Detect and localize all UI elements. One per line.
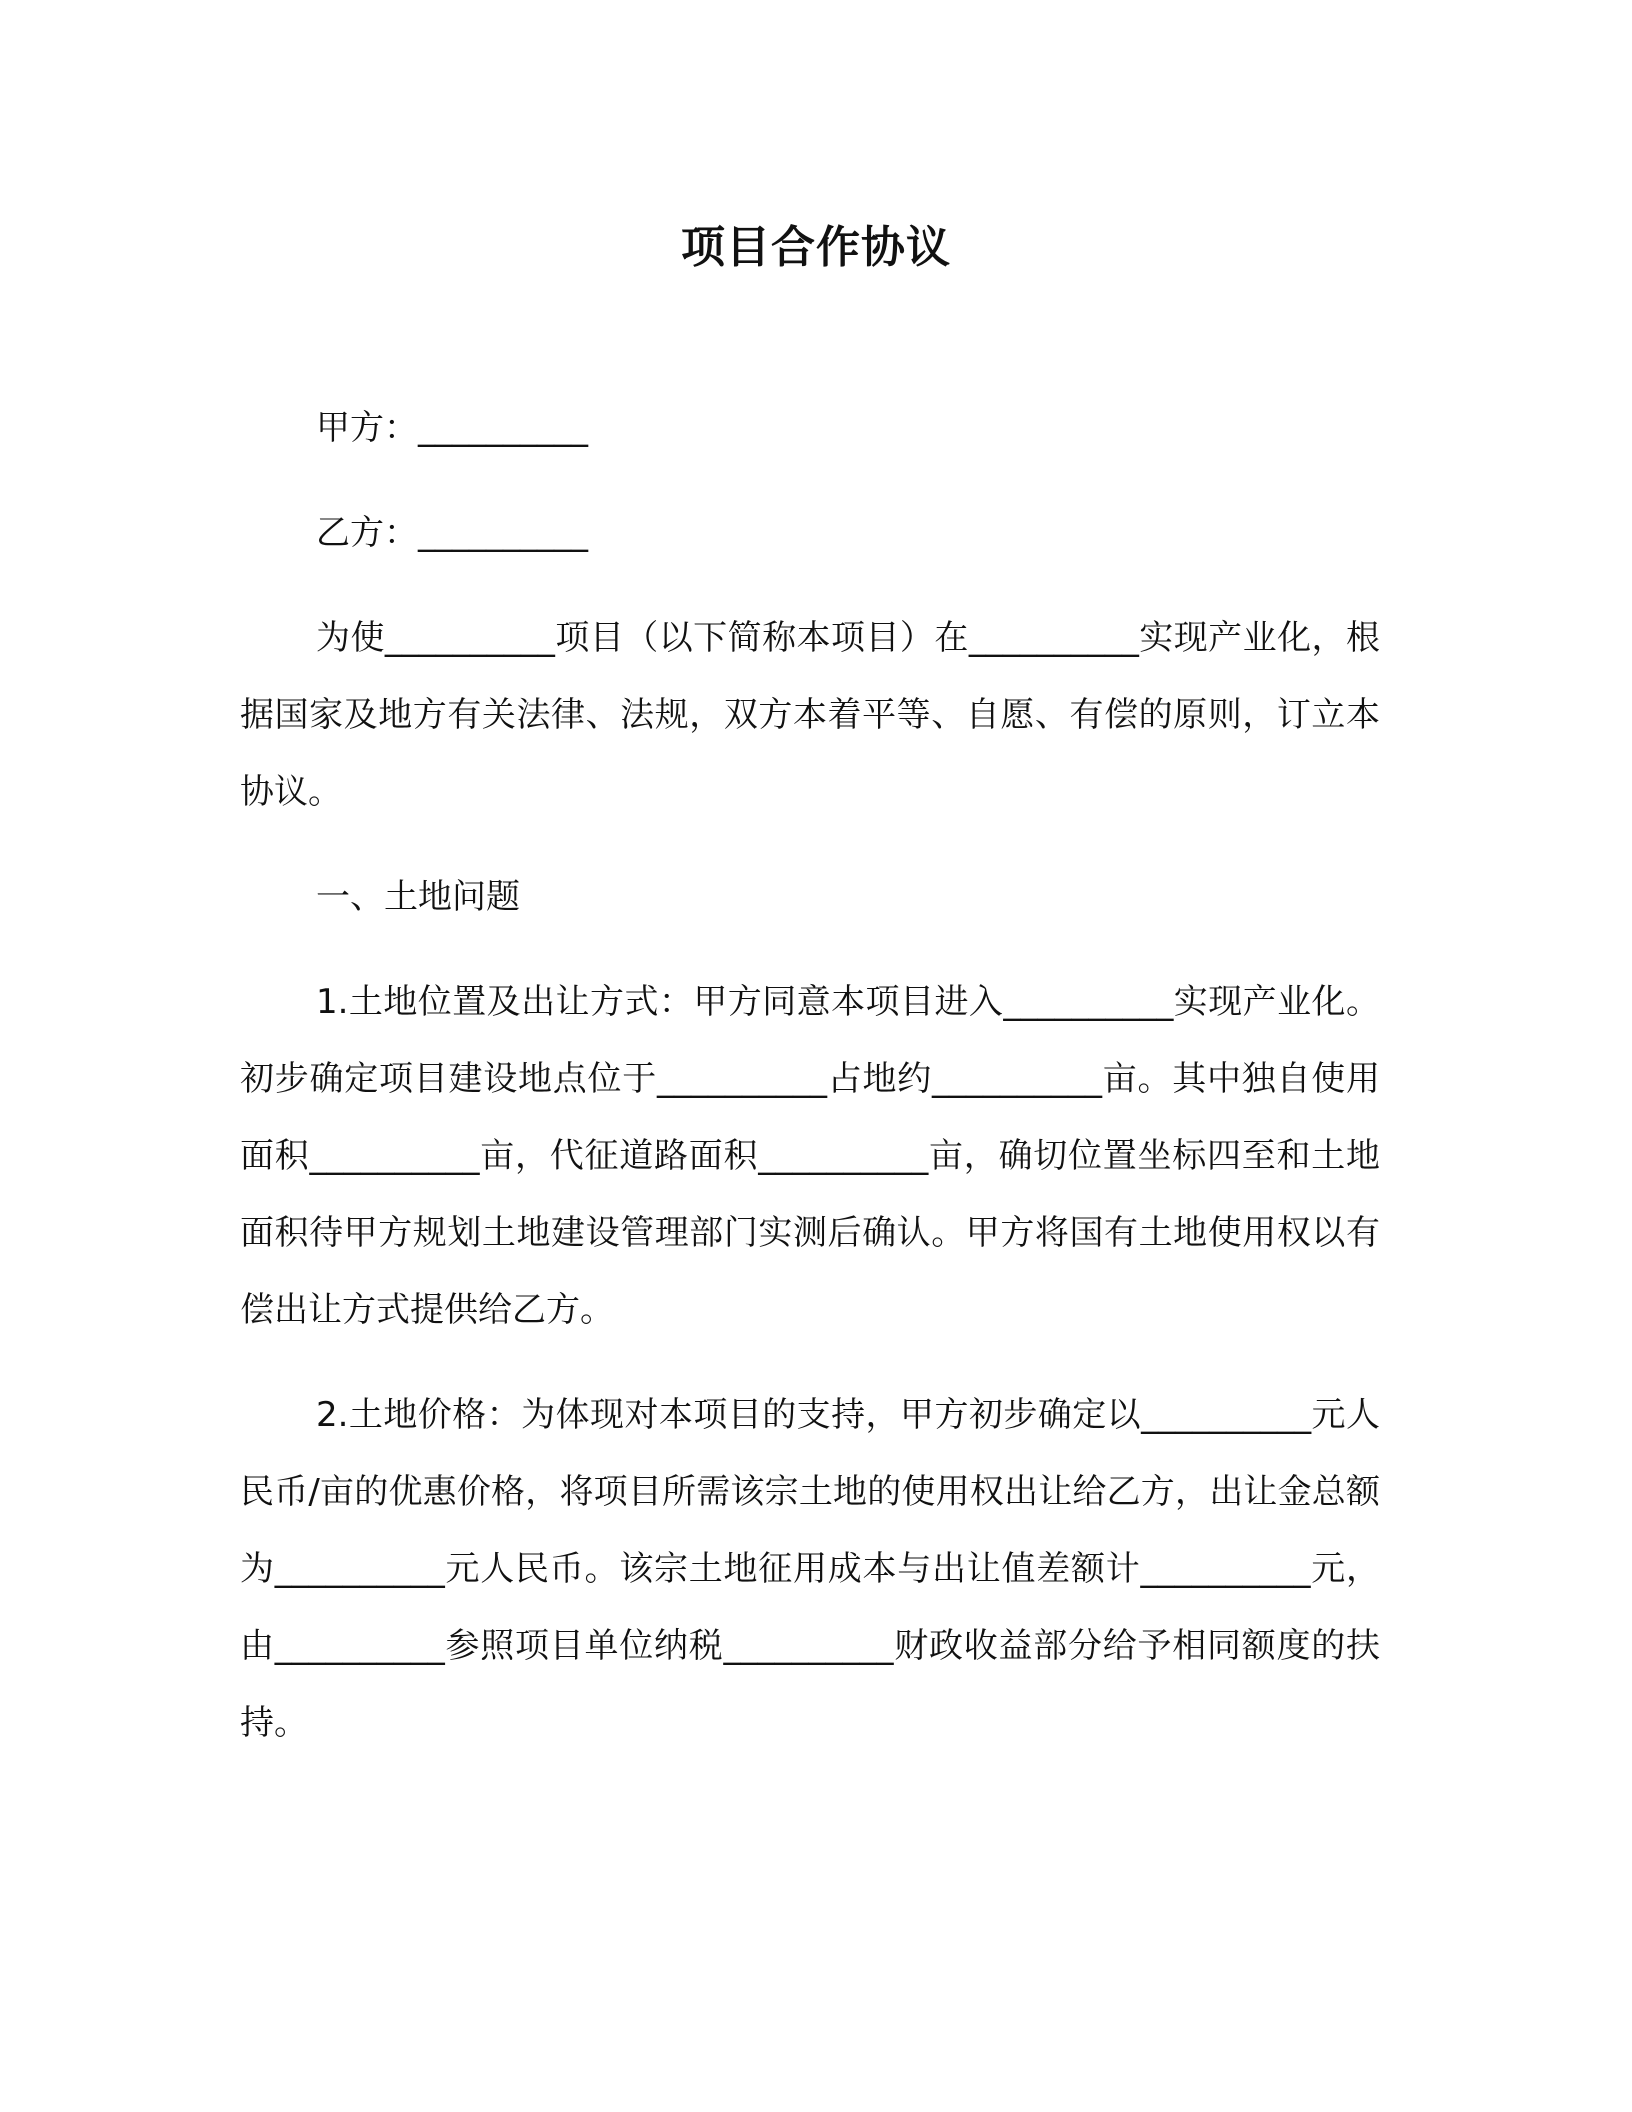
section-heading-land: 一、土地问题	[316, 877, 520, 917]
document-body	[240, 390, 1380, 1790]
clause-land-price: 2.土地价格：为体现对本项目的支持，甲方初步确定以__________元人民币/亩的优惠价格，将项目所需该宗土地的使用权出让给乙方，出让金总额为__________元人民币。该宗土地征用成本与出让值差额计__________元，由__________参照项目单位纳税__________财政收益部分给予相同额度的扶持。	[240, 1395, 1380, 1743]
party-a-line: 甲方：__________	[316, 408, 588, 448]
party-b-line: 乙方：__________	[316, 513, 588, 553]
clause-land-location: 1.土地位置及出让方式：甲方同意本项目进入__________实现产业化。初步确定项目建设地点位于__________占地约__________亩。其中独自使用面积__________亩，代征道路面积__________亩，确切位置坐标四至和土地面积待甲方规划土地建设管理部门实测后确认。甲方将国有土地使用权以有偿出让方式提供给乙方。	[240, 982, 1380, 1330]
preamble-paragraph: 为使__________项目（以下简称本项目）在__________实现产业化，根据国家及地方有关法律、法规，双方本着平等、自愿、有偿的原则，订立本协议。	[240, 618, 1380, 812]
document-title: 项目合作协议	[681, 222, 951, 273]
